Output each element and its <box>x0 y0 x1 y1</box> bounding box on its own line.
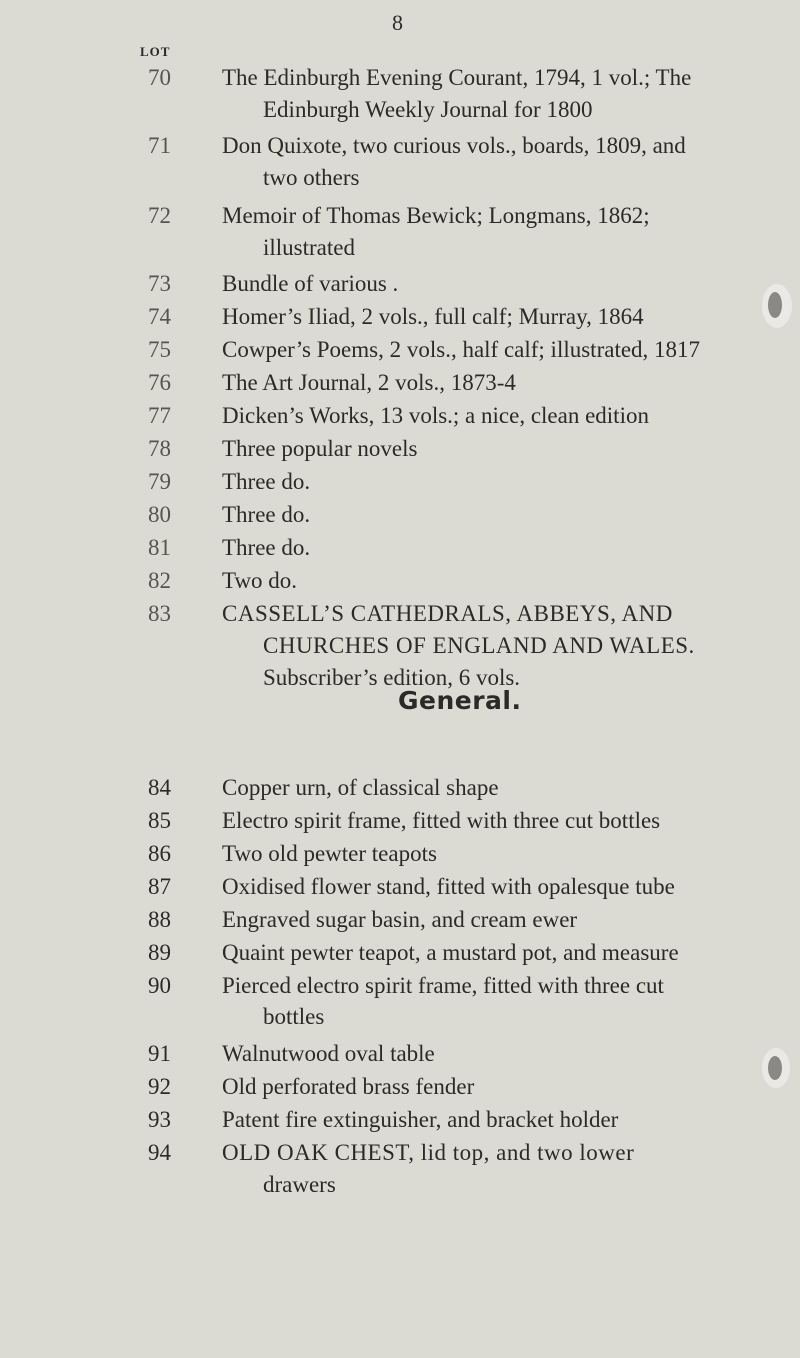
lot-description: Two old pewter teapots <box>222 841 437 866</box>
lot-number: 94 <box>148 1140 171 1165</box>
lot-number: 82 <box>148 568 171 593</box>
lot-number: 76 <box>148 370 171 395</box>
lot-description: illustrated <box>263 235 355 260</box>
lot-number: 73 <box>148 271 171 296</box>
lot-description: Old perforated brass fender <box>222 1074 475 1099</box>
lot-description: OLD OAK CHEST, lid top, and two lower <box>222 1140 635 1165</box>
lot-description: bottles <box>263 1004 325 1029</box>
lot-number: 83 <box>148 601 171 626</box>
lot-number: 86 <box>148 841 171 866</box>
lot-description: The Edinburgh Evening Courant, 1794, 1 vol.; The <box>222 65 692 90</box>
lot-number: 87 <box>148 874 171 899</box>
lot-description: Cowper’s Poems, 2 vols., half calf; illustrated, 1817 <box>222 337 701 362</box>
lot-description: two others <box>263 165 360 190</box>
lot-description: CASSELL’S CATHEDRALS, ABBEYS, AND <box>222 601 673 626</box>
lot-description: Dicken’s Works, 13 vols.; a nice, clean edition <box>222 403 649 428</box>
lot-description: Three popular novels <box>222 436 418 461</box>
lot-number: 77 <box>148 403 171 428</box>
lot-description: The Art Journal, 2 vols., 1873-4 <box>222 370 516 395</box>
lot-number: 93 <box>148 1107 171 1132</box>
lot-description: drawers <box>263 1172 336 1197</box>
lot-description: Electro spirit frame, fitted with three cut bottles <box>222 808 661 833</box>
lot-number: 74 <box>148 304 171 329</box>
lot-number: 90 <box>148 973 171 998</box>
lot-description: Homer’s Iliad, 2 vols., full calf; Murray, 1864 <box>222 304 644 329</box>
section-heading: General. <box>398 686 522 715</box>
lot-description: Subscriber’s edition, 6 vols. <box>263 665 521 690</box>
page-number: 8 <box>392 10 403 35</box>
lot-description: Three do. <box>222 469 311 494</box>
lot-description: Pierced electro spirit frame, fitted with three cut <box>222 973 664 998</box>
lot-number: 81 <box>148 535 171 560</box>
lot-number: 78 <box>148 436 171 461</box>
lot-description: Copper urn, of classical shape <box>222 775 499 800</box>
lot-number: 80 <box>148 502 171 527</box>
lot-number: 70 <box>148 65 171 90</box>
lot-number: 91 <box>148 1041 171 1066</box>
lot-number: 88 <box>148 907 171 932</box>
lot-description: Engraved sugar basin, and cream ewer <box>222 907 578 932</box>
lot-number: 79 <box>148 469 171 494</box>
lot-description: Walnutwood oval table <box>222 1041 435 1066</box>
lot-number: 92 <box>148 1074 171 1099</box>
lot-description: Don Quixote, two curious vols., boards, 1809, and <box>222 133 686 158</box>
lot-description: Three do. <box>222 502 311 527</box>
lot-description: Oxidised flower stand, fitted with opalesque tube <box>222 874 675 899</box>
lot-description: Quaint pewter teapot, a mustard pot, and measure <box>222 940 679 965</box>
paper-smudge <box>768 1056 782 1080</box>
lot-number: 85 <box>148 808 171 833</box>
lot-number: 71 <box>148 133 171 158</box>
lot-number: 72 <box>148 203 171 228</box>
lot-number: 75 <box>148 337 171 362</box>
lot-description: CHURCHES OF ENGLAND AND WALES. <box>263 633 695 658</box>
lot-column-header: LOT <box>140 44 171 59</box>
lot-description: Edinburgh Weekly Journal for 1800 <box>263 97 593 122</box>
lot-description: Patent fire extinguisher, and bracket holder <box>222 1107 619 1132</box>
lot-description: Bundle of various . <box>222 271 399 296</box>
lot-description: Memoir of Thomas Bewick; Longmans, 1862; <box>222 203 650 228</box>
lot-number: 84 <box>148 775 171 800</box>
lot-description: Three do. <box>222 535 311 560</box>
lot-description: Two do. <box>222 568 298 593</box>
paper-smudge <box>768 292 782 318</box>
lot-number: 89 <box>148 940 171 965</box>
